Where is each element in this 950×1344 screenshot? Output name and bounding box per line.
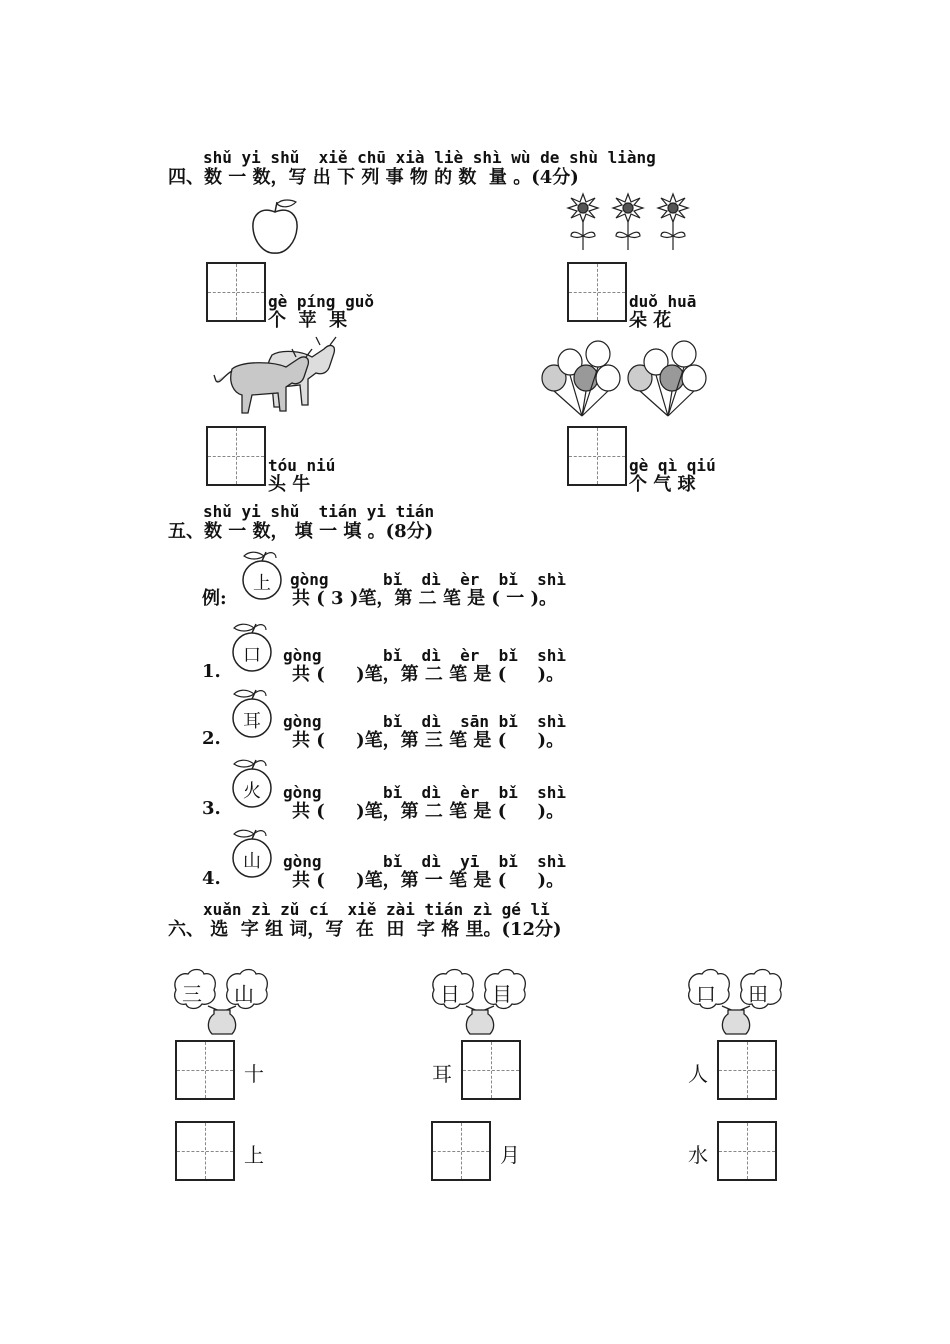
q1-number: 1. (202, 661, 221, 682)
q2-number: 2. (202, 728, 221, 749)
flowers-label: 朵 花 (629, 310, 672, 331)
choice-1a: 三 (182, 982, 202, 1006)
balloons-pinyin: gè qì qiú (629, 456, 716, 475)
q3-char: 火 (243, 781, 261, 802)
section5-title: 五、数 一 数， 填 一 填 。(8分) (168, 521, 434, 542)
q3-number: 3. (202, 798, 221, 819)
cows-pinyin: tóu niú (268, 456, 336, 475)
cows-picture (212, 335, 342, 417)
example-label: 例: (202, 588, 227, 609)
q4-text[interactable]: 共 ( )笔，第 一 笔 是 ( )。 (292, 870, 565, 891)
q3-pinyin-gong: gòng (283, 783, 322, 802)
q3-text[interactable]: 共 ( )笔，第 二 笔 是 ( )。 (292, 801, 565, 822)
q1-text[interactable]: 共 ( )笔，第 二 笔 是 ( )。 (292, 664, 565, 685)
q3-pinyin: bǐ dì èr bǐ shì (383, 783, 567, 802)
q1-pinyin: bǐ dì èr bǐ shì (383, 646, 567, 665)
example-pinyin-gong: gòng (290, 570, 329, 589)
example-pinyin: bǐ dì èr bǐ shì (383, 570, 567, 589)
word-1b: 上 (244, 1143, 264, 1167)
apples-label: 个 苹 果 (268, 310, 348, 331)
grid-3b[interactable] (717, 1121, 777, 1181)
balloons-picture (540, 338, 710, 418)
balloons-label: 个 气 球 (629, 474, 696, 495)
example-text: 共 ( 3 )笔，第 二 笔 是 ( 一 )。 (292, 588, 557, 609)
flowers-picture (565, 192, 700, 254)
word-2b: 月 (500, 1143, 520, 1167)
choice-2b: 目 (492, 982, 512, 1006)
example-char: 上 (253, 573, 271, 594)
q4-pinyin: bǐ dì yī bǐ shì (383, 852, 567, 871)
answer-box-balloons[interactable] (567, 426, 627, 486)
word-3b: 水 (688, 1143, 708, 1167)
word-3a: 人 (688, 1062, 708, 1086)
answer-box-cows[interactable] (206, 426, 266, 486)
section5-pinyin: shǔ yi shǔ tián yi tián (203, 502, 435, 521)
grid-1a[interactable] (175, 1040, 235, 1100)
choice-2a: 日 (440, 982, 460, 1006)
q2-text[interactable]: 共 ( )笔，第 三 笔 是 ( )。 (292, 730, 565, 751)
cows-label: 头 牛 (268, 474, 311, 495)
grid-3a[interactable] (717, 1040, 777, 1100)
word-2a: 耳 (432, 1062, 452, 1086)
q1-char: 口 (243, 645, 261, 666)
answer-box-flowers[interactable] (567, 262, 627, 322)
section6-pinyin: xuǎn zì zǔ cí xiě zài tián zì gé lǐ (203, 900, 550, 919)
q4-number: 4. (202, 868, 221, 889)
choice-3b: 田 (748, 982, 768, 1006)
apple-picture (250, 198, 300, 256)
grid-2b[interactable] (431, 1121, 491, 1181)
choice-3a: 口 (696, 982, 716, 1006)
q2-pinyin: bǐ dì sān bǐ shì (383, 712, 567, 731)
choice-1b: 山 (234, 982, 254, 1006)
section4-pinyin: shǔ yi shǔ xiě chū xià liè shì wù de shù liàng (203, 148, 656, 167)
q1-pinyin-gong: gòng (283, 646, 322, 665)
section6-title: 六、 选 字 组 词，写 在 田 字 格 里。(12分) (168, 919, 562, 940)
grid-2a[interactable] (461, 1040, 521, 1100)
word-1a: 十 (244, 1062, 264, 1086)
answer-box-apples[interactable] (206, 262, 266, 322)
q2-char: 耳 (243, 711, 261, 732)
apples-pinyin: gè píng guǒ (268, 292, 374, 311)
grid-1b[interactable] (175, 1121, 235, 1181)
section4-title: 四、数 一 数，写 出 下 列 事 物 的 数 量 。(4分) (168, 167, 579, 188)
q4-char: 山 (243, 851, 261, 872)
flowers-pinyin: duǒ huā (629, 292, 697, 311)
q2-pinyin-gong: gòng (283, 712, 322, 731)
q4-pinyin-gong: gòng (283, 852, 322, 871)
